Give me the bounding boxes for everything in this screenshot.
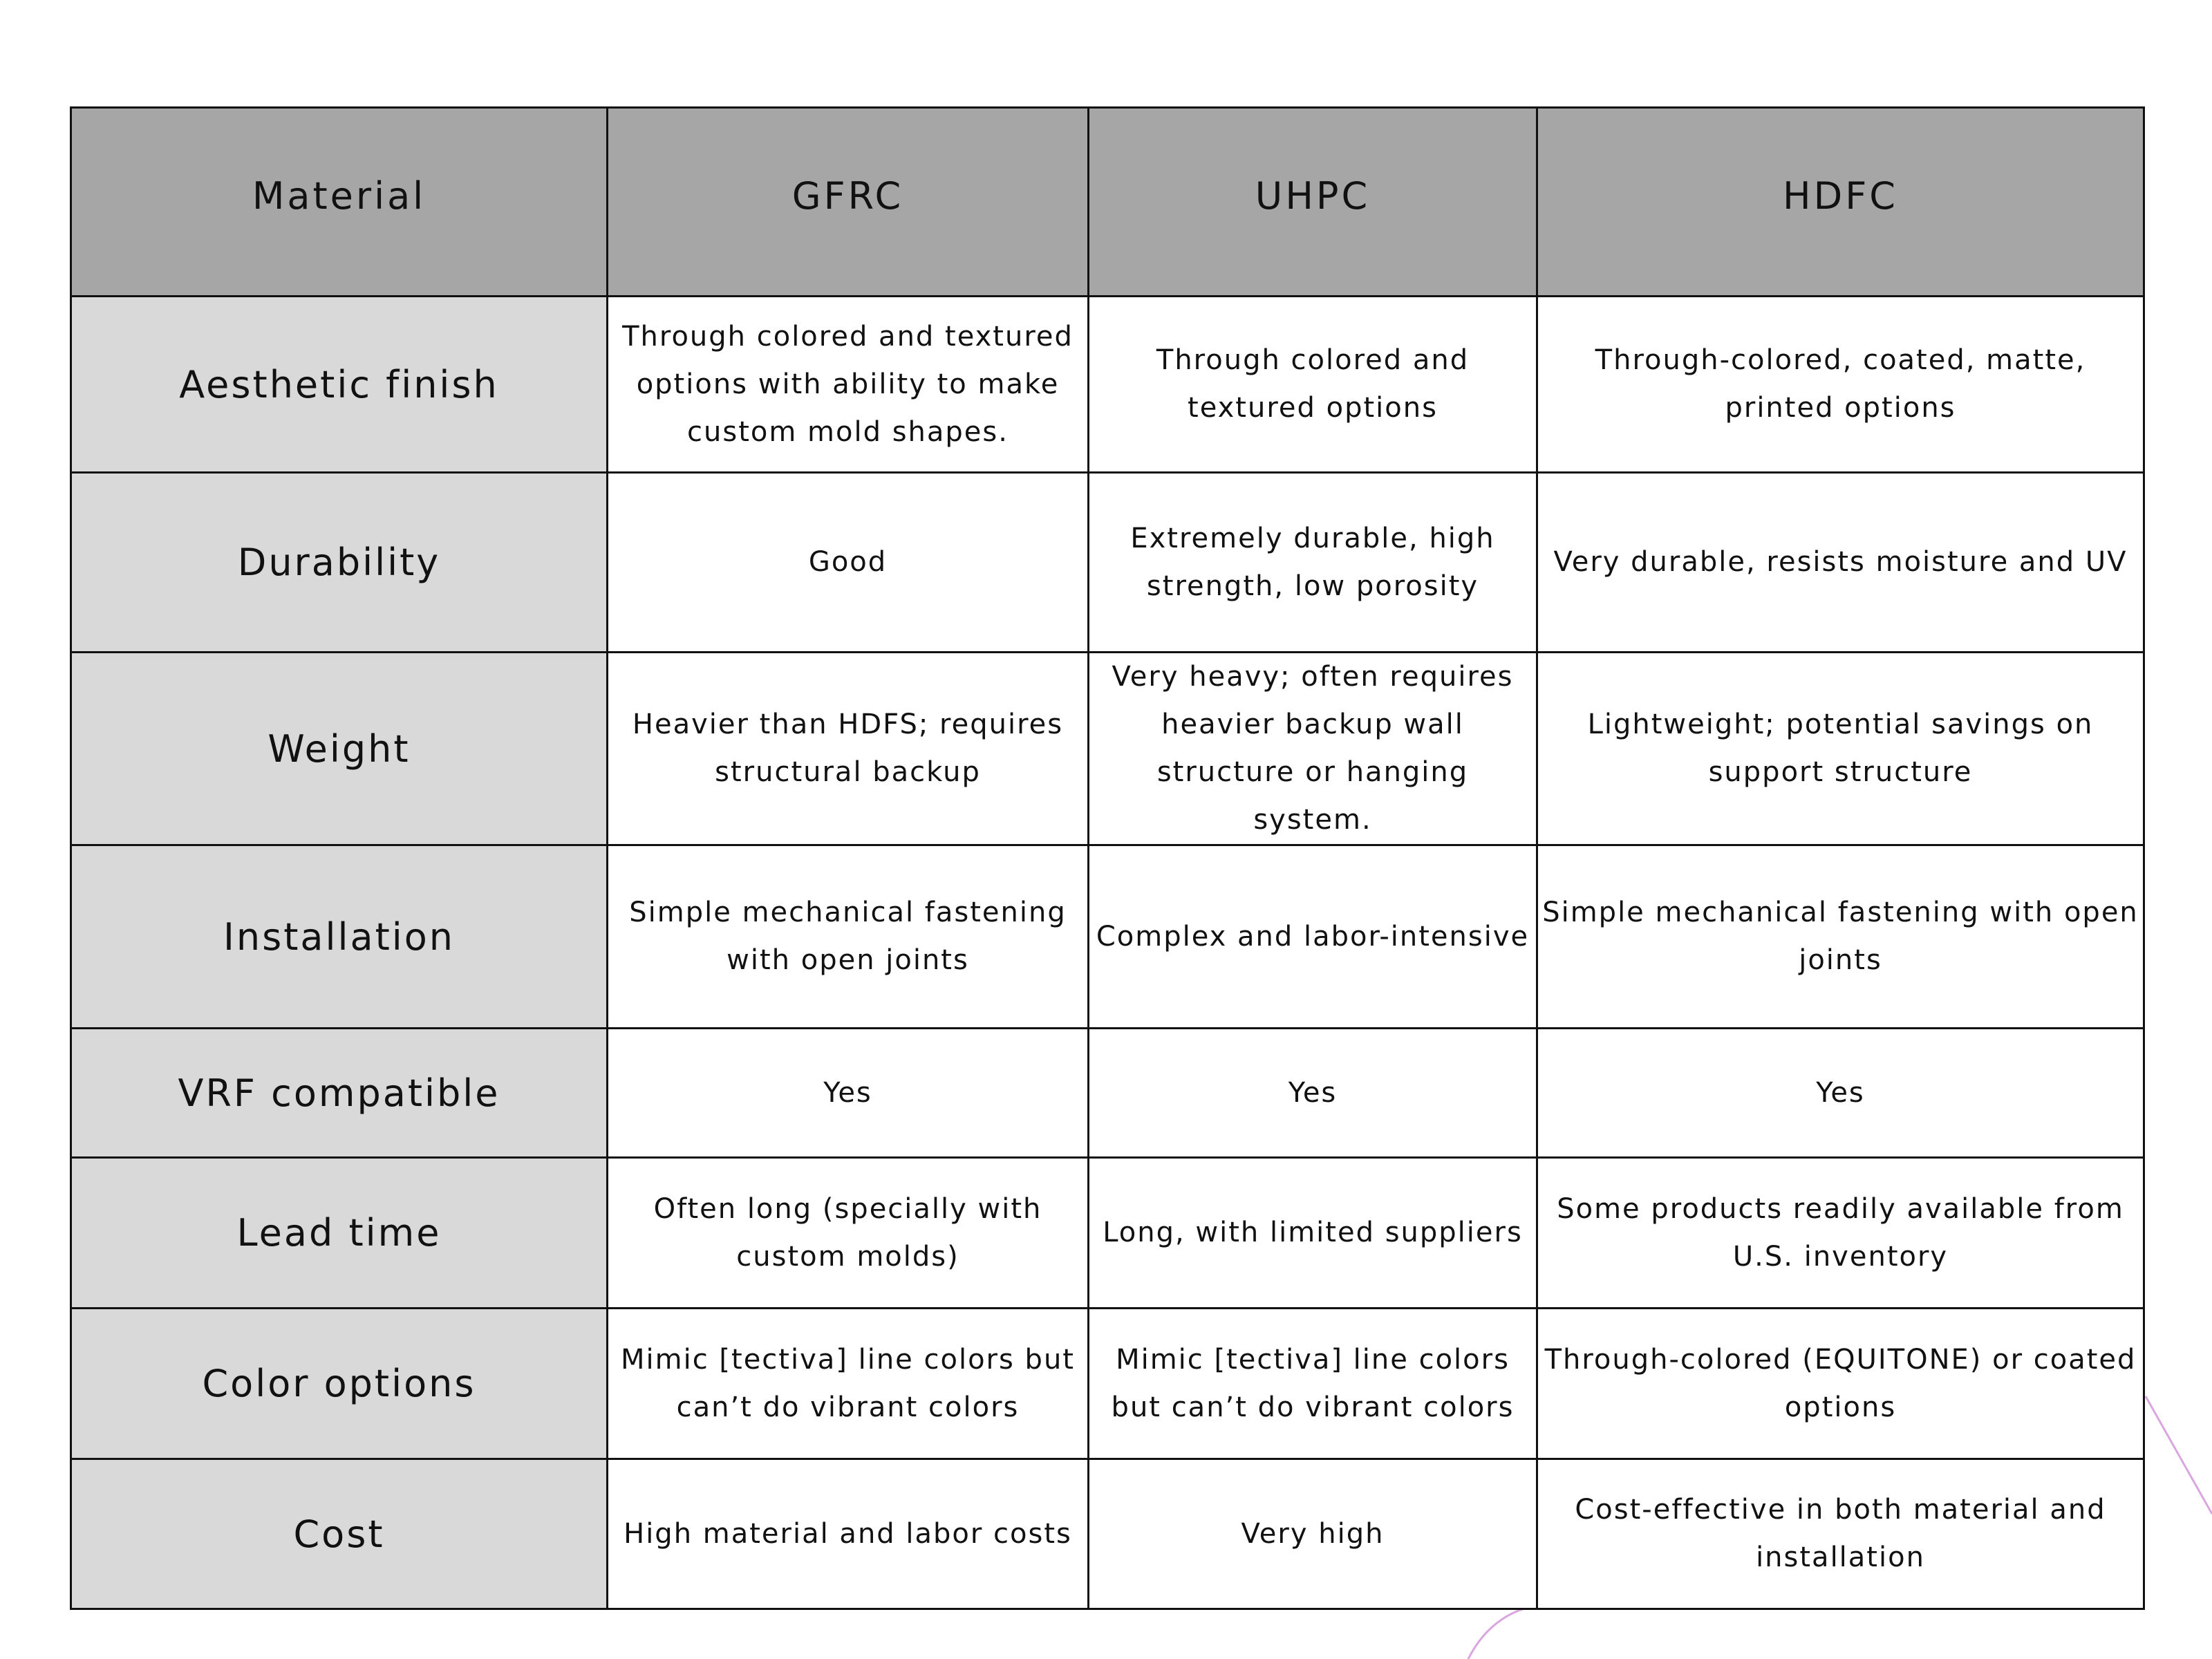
material-comparison-table: [70, 106, 2145, 1610]
table-cell: Through colored and textured options: [1089, 297, 1537, 473]
table-row: [71, 1029, 2144, 1158]
table-row: [71, 653, 2144, 845]
table-row: [71, 1459, 2144, 1609]
table-row: [71, 297, 2144, 473]
table-cell: Mimic [tectiva] line colors but can’t do vibrant colors: [608, 1309, 1089, 1459]
header-row: [71, 108, 2144, 297]
table-cell: Yes: [1089, 1029, 1537, 1158]
table-cell: Yes: [1537, 1029, 2144, 1158]
table-cell: Some products readily available from U.S. inventory: [1537, 1158, 2144, 1309]
row-label: Lead time: [71, 1158, 608, 1309]
table-cell: Long, with limited suppliers: [1089, 1158, 1537, 1309]
table-cell: Through colored and textured options with ability to make custom mold shapes.: [608, 297, 1089, 473]
table-cell: Cost-effective in both material and installation: [1537, 1459, 2144, 1609]
table-cell: Complex and labor-intensive: [1089, 845, 1537, 1029]
header-material: Material: [71, 108, 608, 297]
table-cell: Very high: [1089, 1459, 1537, 1609]
table-row: [71, 1309, 2144, 1459]
table-cell: Good: [608, 473, 1089, 653]
table-cell: Simple mechanical fastening with open joints: [608, 845, 1089, 1029]
row-label: Cost: [71, 1459, 608, 1609]
row-label: Weight: [71, 653, 608, 845]
table-cell: Through-colored (EQUITONE) or coated options: [1537, 1309, 2144, 1459]
row-label: Durability: [71, 473, 608, 653]
table-cell: Heavier than HDFS; requires structural backup: [608, 653, 1089, 845]
table-row: [71, 1158, 2144, 1309]
row-label: VRF compatible: [71, 1029, 608, 1158]
table-cell: Extremely durable, high strength, low porosity: [1089, 473, 1537, 653]
table-cell: Through-colored, coated, matte, printed options: [1537, 297, 2144, 473]
table-row: [71, 473, 2144, 653]
row-label: Color options: [71, 1309, 608, 1459]
table-row: [71, 845, 2144, 1029]
table-cell: High material and labor costs: [608, 1459, 1089, 1609]
table-cell: Very heavy; often requires heavier backup wall structure or hanging system.: [1089, 653, 1537, 845]
row-label: Aesthetic finish: [71, 297, 608, 473]
table-cell: Lightweight; potential savings on support structure: [1537, 653, 2144, 845]
table-cell: Simple mechanical fastening with open joints: [1537, 845, 2144, 1029]
table-cell: Mimic [tectiva] line colors but can’t do vibrant colors: [1089, 1309, 1537, 1459]
table-cell: Very durable, resists moisture and UV: [1537, 473, 2144, 653]
header-hdfc: HDFC: [1537, 108, 2144, 297]
header-uhpc: UHPC: [1089, 108, 1537, 297]
table-cell: Yes: [608, 1029, 1089, 1158]
header-gfrc: GFRC: [608, 108, 1089, 297]
row-label: Installation: [71, 845, 608, 1029]
table-cell: Often long (specially with custom molds): [608, 1158, 1089, 1309]
